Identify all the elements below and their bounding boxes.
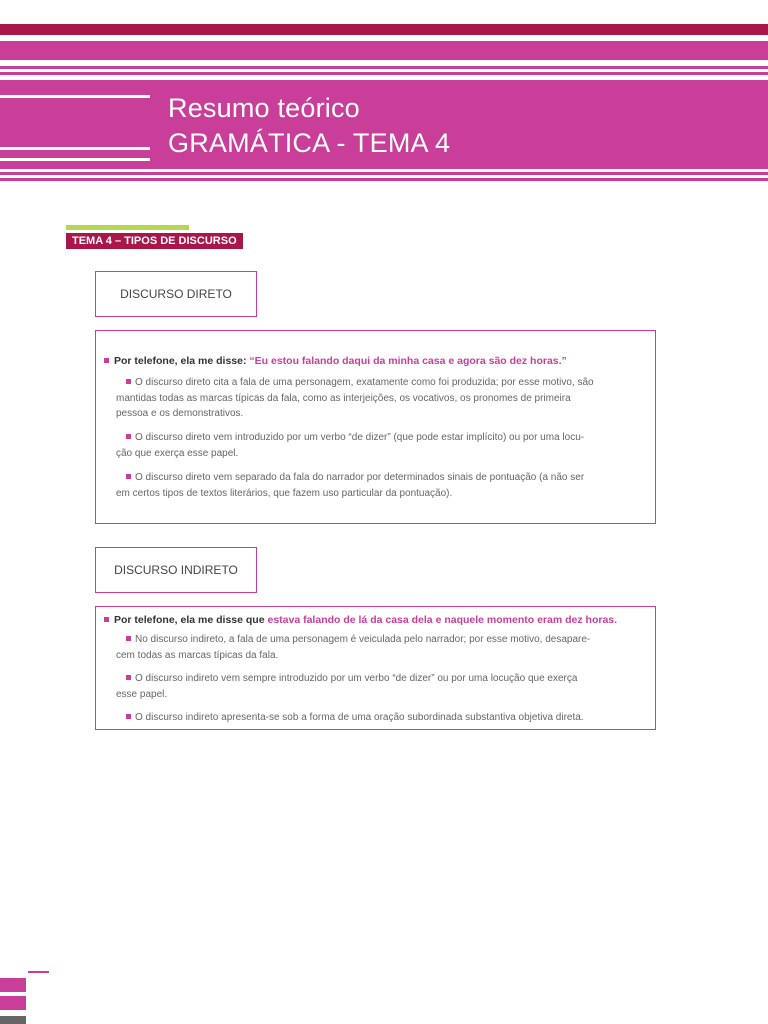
header-stripe-pink: [0, 41, 768, 60]
discurso-indireto-box: [95, 606, 656, 730]
discurso-indireto-example: Por telefone, ela me disse que estava falando de lá da casa dela e naquele momento eram dez horas.: [104, 613, 617, 627]
example-quote: “Eu estou falando daqui da minha casa e agora são dez horas.”: [249, 355, 567, 367]
discurso-indireto-label: [95, 547, 257, 593]
footer-accent-line: [28, 971, 49, 973]
discurso-direto-box: [95, 330, 656, 524]
discurso-direto-example: Por telefone, ela me disse: “Eu estou falando daqui da minha casa e agora são dez horas.”: [104, 354, 567, 368]
list-item: No discurso indireto, a fala de uma personagem é veiculada pelo narrador; por esse motivo, desapare- cem todas as marcas típicas da fala.: [116, 634, 591, 661]
list-item: O discurso direto vem separado da fala do narrador por determinados sinais de pontuação (a não ser em certos tipos de textos literários, que fazem uso particular da pontuação).: [116, 472, 585, 499]
list-item: O discurso direto cita a fala de uma personagem, exatamente como foi produzida; por esse motivo, são mantidas todas as marcas típicas da fala, como as interjeições, os vocativos, os pronomes de primeira pessoa e os demonstrativos.: [116, 377, 594, 419]
discurso-indireto-label-text: DISCURSO INDIRETO: [114, 563, 238, 577]
header-stripe-thin: [0, 72, 768, 75]
example-quote: estava falando de lá da casa dela e naquele momento eram dez horas.: [267, 614, 618, 626]
header-stripe-thin: [0, 172, 768, 175]
square-bullet-icon: [126, 675, 131, 680]
list-item: O discurso indireto apresenta-se sob a forma de uma oração subordinada substantiva objetiva direta.: [126, 710, 584, 726]
square-bullet-icon: [126, 714, 131, 719]
square-bullet-icon: [104, 617, 109, 622]
footer-block: [0, 996, 26, 1010]
square-bullet-icon: [104, 358, 109, 363]
square-bullet-icon: [126, 636, 131, 641]
square-bullet-icon: [126, 474, 131, 479]
header-stripe-thin: [0, 178, 768, 181]
header-stripe-thin: [0, 66, 768, 69]
page-subtitle: GRAMÁTICA - TEMA 4: [168, 128, 451, 158]
square-bullet-icon: [126, 379, 131, 384]
list-item: O discurso direto vem introduzido por um verbo “de dizer” (que pode estar implícito) ou por uma locu- ção que exerça esse papel.: [116, 432, 585, 459]
square-bullet-icon: [126, 434, 131, 439]
banner-white-line: [0, 95, 150, 98]
banner-white-line: [0, 158, 150, 161]
tema-accent-bar: [66, 225, 189, 230]
tema-tag: TEMA 4 – TIPOS DE DISCURSO: [66, 233, 243, 249]
footer-block: [0, 978, 26, 992]
footer-block: [0, 1016, 26, 1024]
discurso-direto-label: [95, 271, 257, 317]
list-item: O discurso indireto vem sempre introduzido por um verbo “de dizer” ou por uma locução que exerça esse papel.: [116, 673, 578, 700]
discurso-direto-label-text: DISCURSO DIRETO: [120, 287, 232, 301]
banner-white-line: [0, 147, 150, 150]
header-stripe-dark: [0, 24, 768, 35]
page-title: Resumo teórico: [168, 93, 360, 123]
